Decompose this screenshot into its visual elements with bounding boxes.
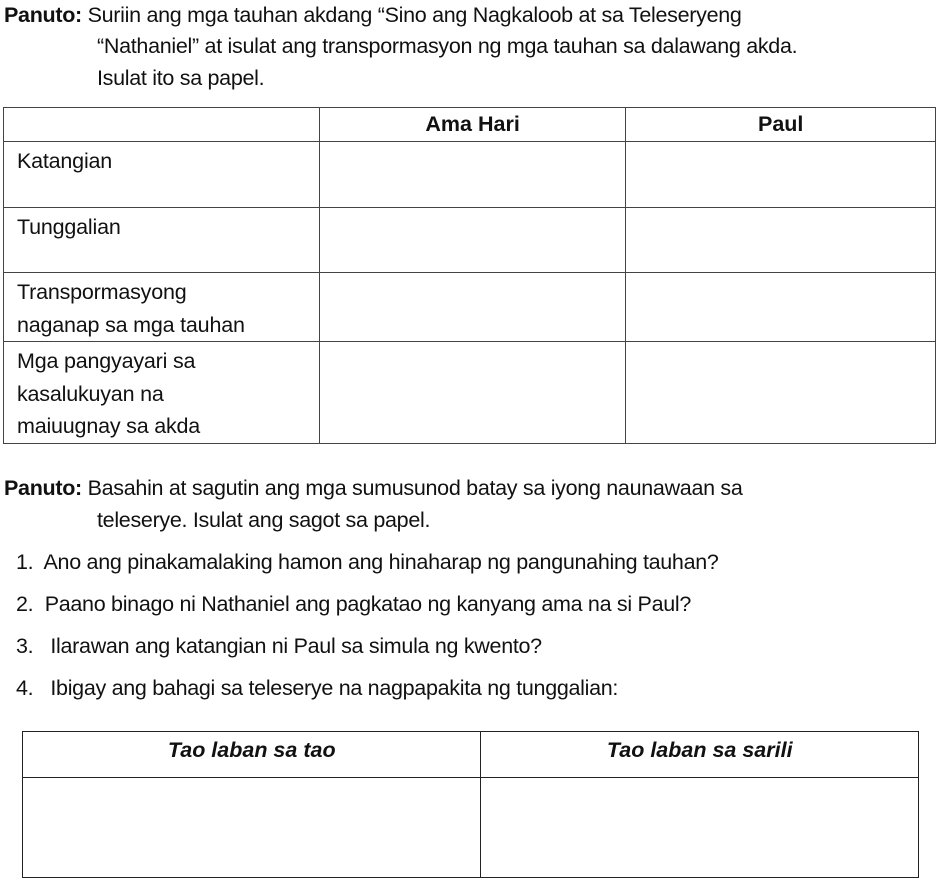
- question-4: [16, 673, 618, 703]
- question-1: [16, 547, 719, 577]
- table-row: [4, 342, 936, 444]
- row-label-tunggalian: [4, 208, 320, 273]
- instruction-label: Panuto:: [4, 3, 82, 27]
- instruction-2-line-2: teleserye. Isulat ang sagot sa papel.: [97, 508, 431, 532]
- table-row: [4, 142, 936, 208]
- question-2: [16, 589, 691, 619]
- question-number: 3.: [16, 634, 34, 658]
- question-number: 2.: [16, 592, 34, 616]
- question-text: Ano ang pinakamalaking hamon ang hinaharap ng pangunahing tauhan?: [43, 550, 719, 574]
- row-label-line: naganap sa mga tauhan: [17, 312, 245, 337]
- answer-cell-paul[interactable]: [626, 342, 936, 444]
- row-label-katangian: [4, 142, 320, 208]
- answer-cell-tao-laban-sa-tao[interactable]: [23, 778, 481, 878]
- instruction-text: Basahin at sagutin ang mga sumusunod batay sa iyong naunawaan sa: [87, 476, 743, 500]
- instruction-1-line-2: “Nathaniel” at isulat ang transpormasyon ng mga tauhan sa dalawang akda.: [97, 34, 798, 58]
- question-text: Ibigay ang bahagi sa teleserye na nagpapakita ng tunggalian:: [50, 676, 619, 700]
- header-cell-ama-hari: Ama Hari: [319, 108, 626, 142]
- character-comparison-table: [3, 107, 936, 444]
- instruction-2-line-1: [4, 473, 743, 503]
- header-cell-empty: [4, 108, 320, 142]
- question-text: Ilarawan ang katangian ni Paul sa simula ng kwento?: [50, 634, 542, 658]
- row-label-line: kasalukuyan na: [17, 381, 164, 406]
- answer-cell-paul[interactable]: [626, 208, 936, 273]
- table-row: [4, 273, 936, 342]
- row-label-line: Transpormasyong: [17, 280, 187, 304]
- answer-cell-ama-hari[interactable]: [319, 342, 626, 444]
- row-label-transpormasyon: [4, 273, 320, 342]
- answer-cell-paul[interactable]: [626, 273, 936, 342]
- answer-cell-ama-hari[interactable]: [319, 273, 626, 342]
- conflict-table: [22, 731, 919, 878]
- row-label-pangyayari: [4, 342, 320, 444]
- answer-cell-ama-hari[interactable]: [319, 208, 626, 273]
- answer-cell-ama-hari[interactable]: [319, 142, 626, 208]
- row-label-line: Katangian: [17, 149, 113, 173]
- header-cell-tao-laban-sa-sarili: Tao laban sa sarili: [481, 732, 919, 778]
- instruction-1-line-1: [4, 0, 742, 30]
- instruction-label: Panuto:: [4, 476, 82, 500]
- answer-cell-paul[interactable]: [626, 142, 936, 208]
- question-text: Paano binago ni Nathaniel ang pagkatao ng kanyang ama na si Paul?: [44, 592, 692, 616]
- question-3: [16, 631, 542, 661]
- question-number: 1.: [16, 550, 34, 574]
- table-row: [4, 208, 936, 273]
- question-number: 4.: [16, 676, 34, 700]
- instruction-1-line-3: Isulat ito sa papel.: [97, 66, 265, 90]
- row-label-line: maiuugnay sa akda: [17, 414, 201, 438]
- table-header-row: [23, 732, 919, 778]
- table-row: [23, 778, 919, 878]
- answer-cell-tao-laban-sa-sarili[interactable]: [481, 778, 919, 878]
- table-header-row: [4, 108, 936, 142]
- header-cell-tao-laban-sa-tao: Tao laban sa tao: [23, 732, 481, 778]
- row-label-line: Mga pangyayari sa: [17, 349, 196, 373]
- row-label-line: Tunggalian: [17, 215, 121, 239]
- header-cell-paul: Paul: [626, 108, 936, 142]
- instruction-text: Suriin ang mga tauhan akdang “Sino ang Nagkaloob at sa Teleseryeng: [87, 3, 742, 27]
